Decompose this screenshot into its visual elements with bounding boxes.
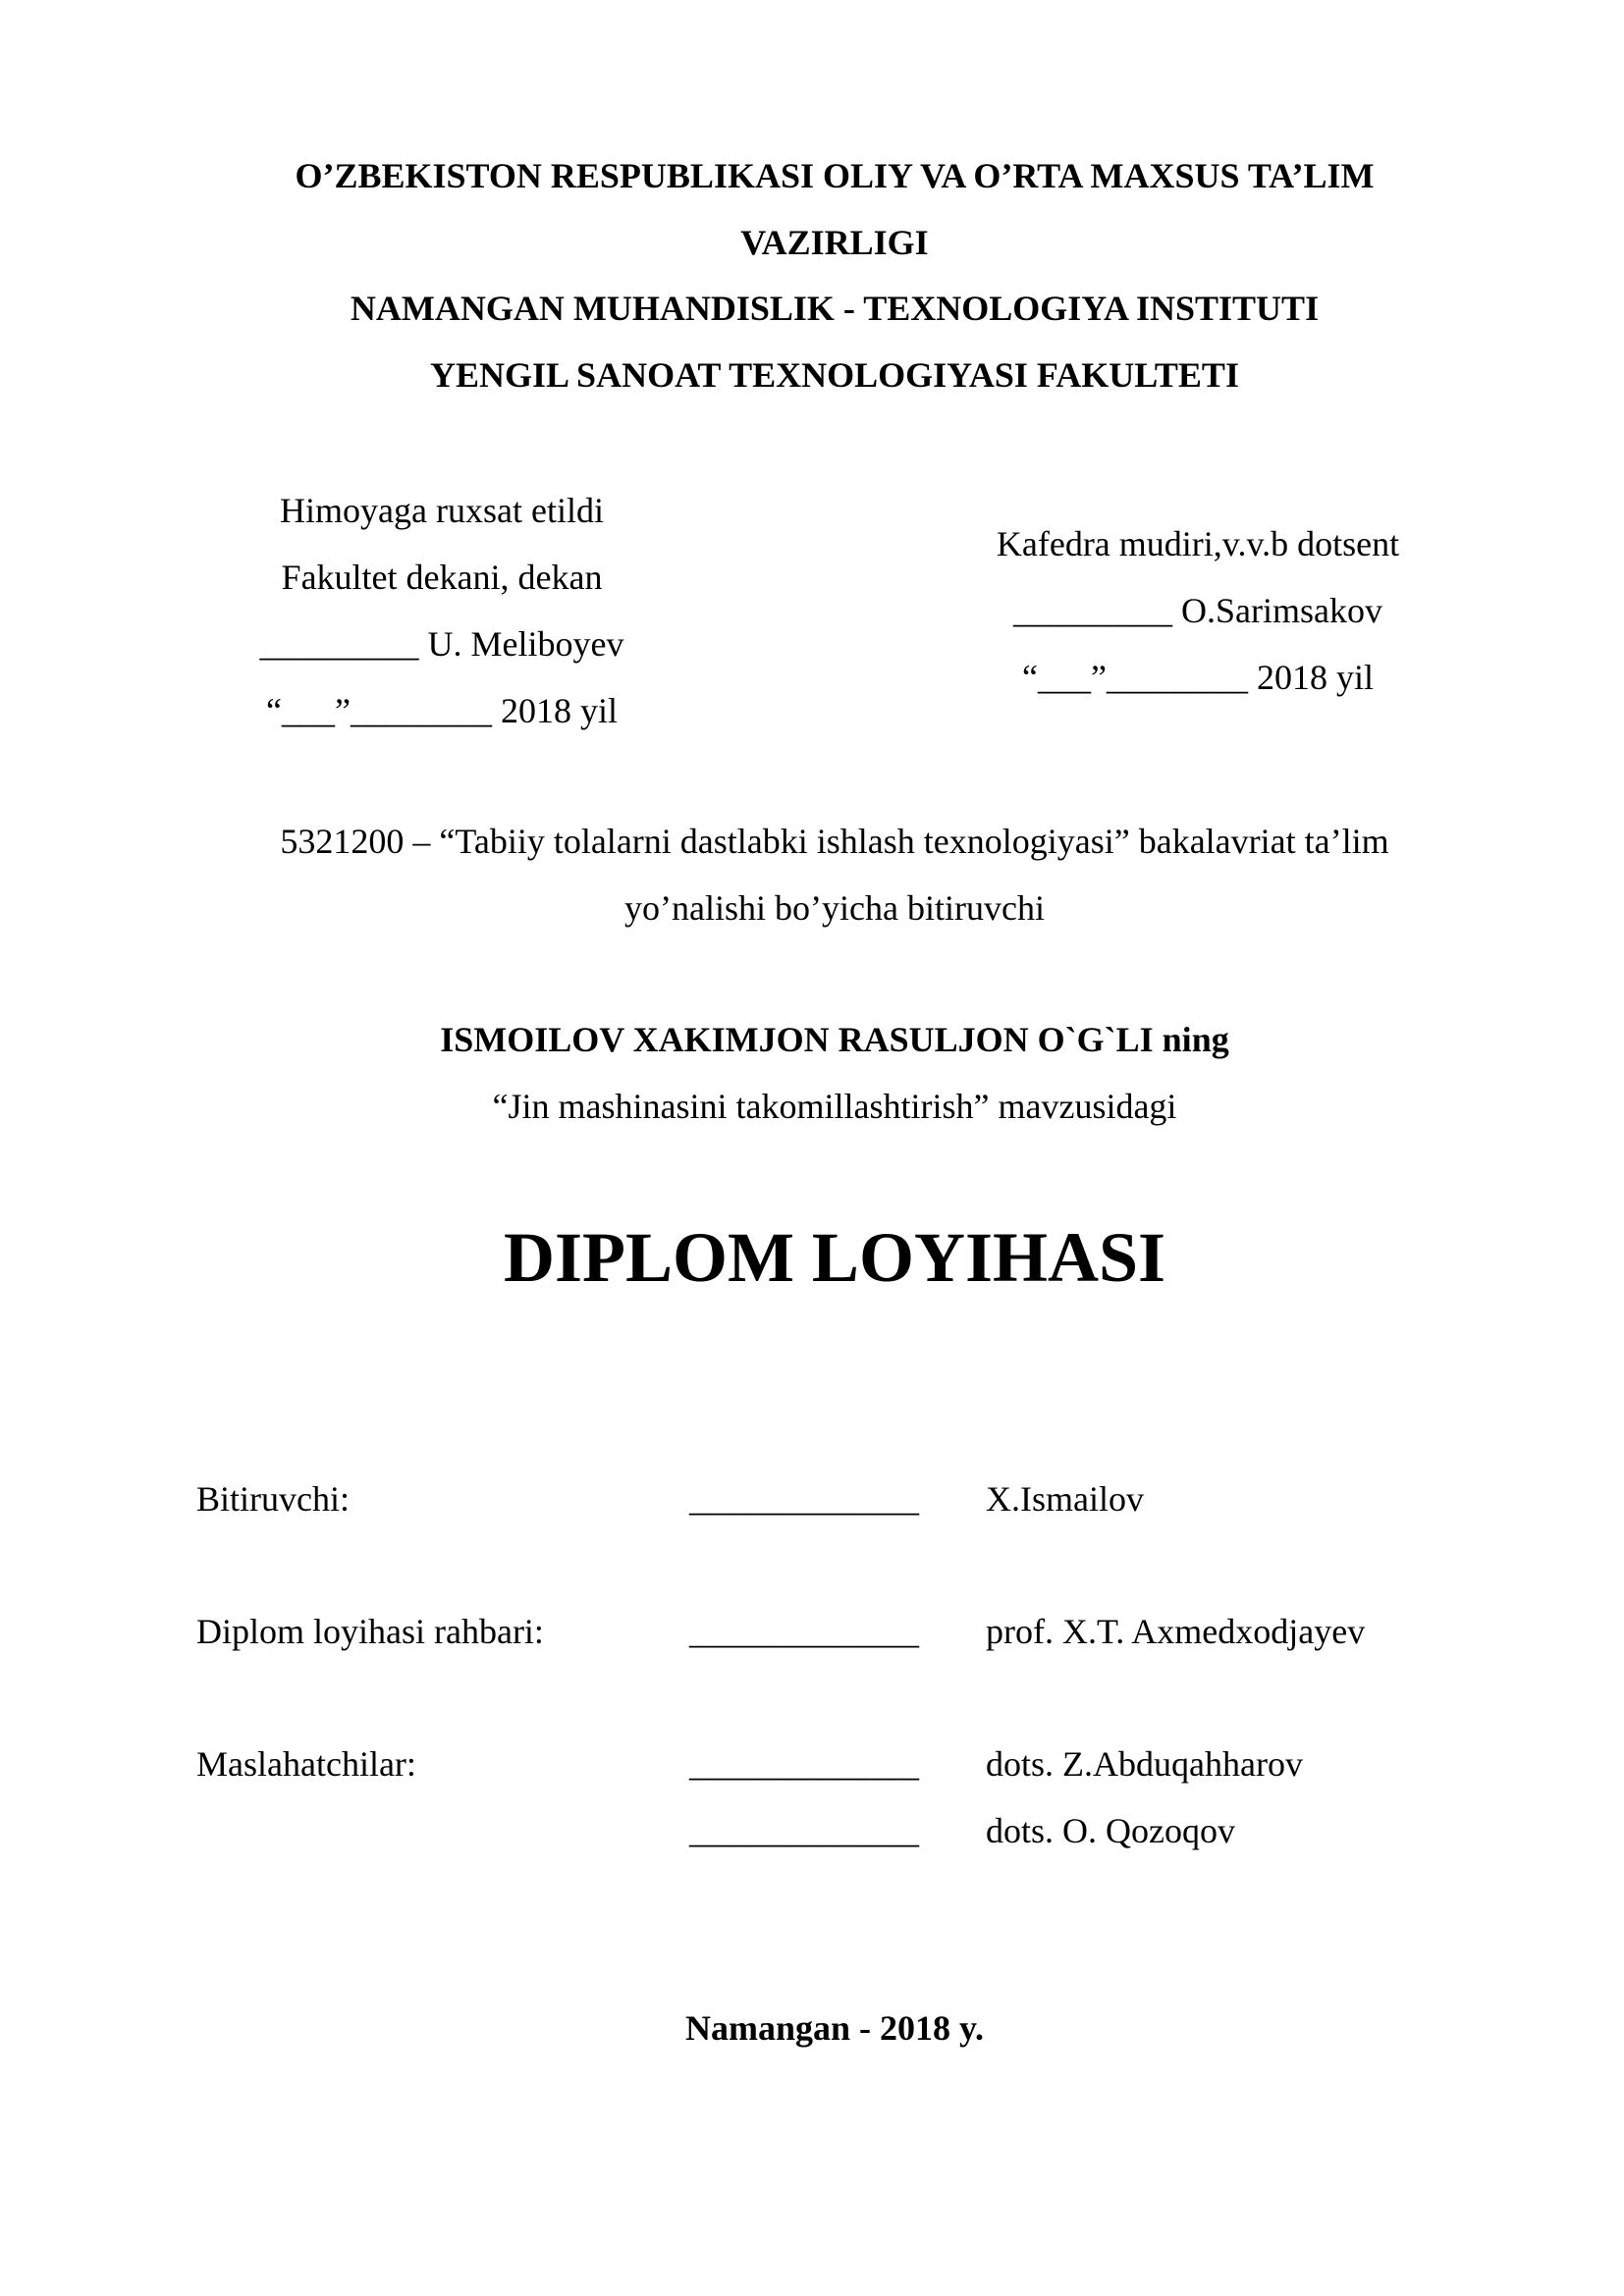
signature-label: Maslahatchilar: (196, 1744, 416, 1784)
signature-name: dots. Z.Abduqahharov (986, 1744, 1303, 1784)
signature-blank: _____________ (689, 1612, 919, 1651)
footer-place-year: Namangan - 2018 y. (684, 2008, 985, 2048)
signature-label: Diplom loyihasi rahbari: (196, 1612, 544, 1651)
signature-name: prof. X.T. Axmedxodjayev (986, 1612, 1366, 1651)
signature-blank: _____________ (689, 1811, 919, 1850)
approval-head-date: “___”________ 2018 yil (1022, 658, 1374, 697)
ministry-line-2: VAZIRLIGI (740, 223, 929, 262)
signature-row (0, 1743, 1624, 1792)
signature-row (0, 1478, 1624, 1527)
approval-head-signature: _________ O.Sarimsakov (1013, 591, 1382, 630)
approval-dean-signature: _________ U. Meliboyev (259, 624, 624, 664)
signature-name: X.Ismailov (986, 1479, 1144, 1519)
institute-name: NAMANGAN MUHANDISLIK - TEXNOLOGIYA INSTITUTI (350, 289, 1320, 328)
approval-dean-line-2: Fakultet dekani, dekan (281, 558, 603, 597)
approval-dean-date: “___”________ 2018 yil (266, 691, 618, 730)
signature-row (0, 1810, 1624, 1859)
specialty-line-2: yo’nalishi bo’yicha bitiruvchi (624, 888, 1045, 928)
faculty-name: YENGIL SANOAT TEXNOLOGIYASI FAKULTETI (430, 355, 1239, 395)
signature-row (0, 1611, 1624, 1660)
approval-head-block (943, 510, 1453, 711)
approval-dean-block (196, 477, 687, 744)
signature-label: Bitiruvchi: (196, 1479, 350, 1519)
signature-blank: _____________ (689, 1479, 919, 1519)
signature-name: dots. O. Qozoqov (986, 1811, 1235, 1850)
approval-dean-line-1: Himoyaga ruxsat etildi (280, 491, 604, 530)
ministry-line-1: O’ZBEKISTON RESPUBLIKASI OLIY VA O’RTA MAXSUS TA’LIM (295, 156, 1375, 195)
signature-blank: _____________ (689, 1744, 919, 1784)
project-topic: “Jin mashinasini takomillashtirish” mavzusidagi (492, 1087, 1177, 1126)
document-title: DIPLOM LOYIHASI (503, 1218, 1166, 1297)
approval-head-line-1: Kafedra mudiri,v.v.b dotsent (996, 524, 1400, 563)
student-name: ISMOILOV XAKIMJON RASULJON O`G`LI ning (440, 1020, 1229, 1059)
specialty-line-1: 5321200 – “Tabiiy tolalarni dastlabki ishlash texnologiyasi” bakalavriat ta’lim (280, 822, 1389, 861)
